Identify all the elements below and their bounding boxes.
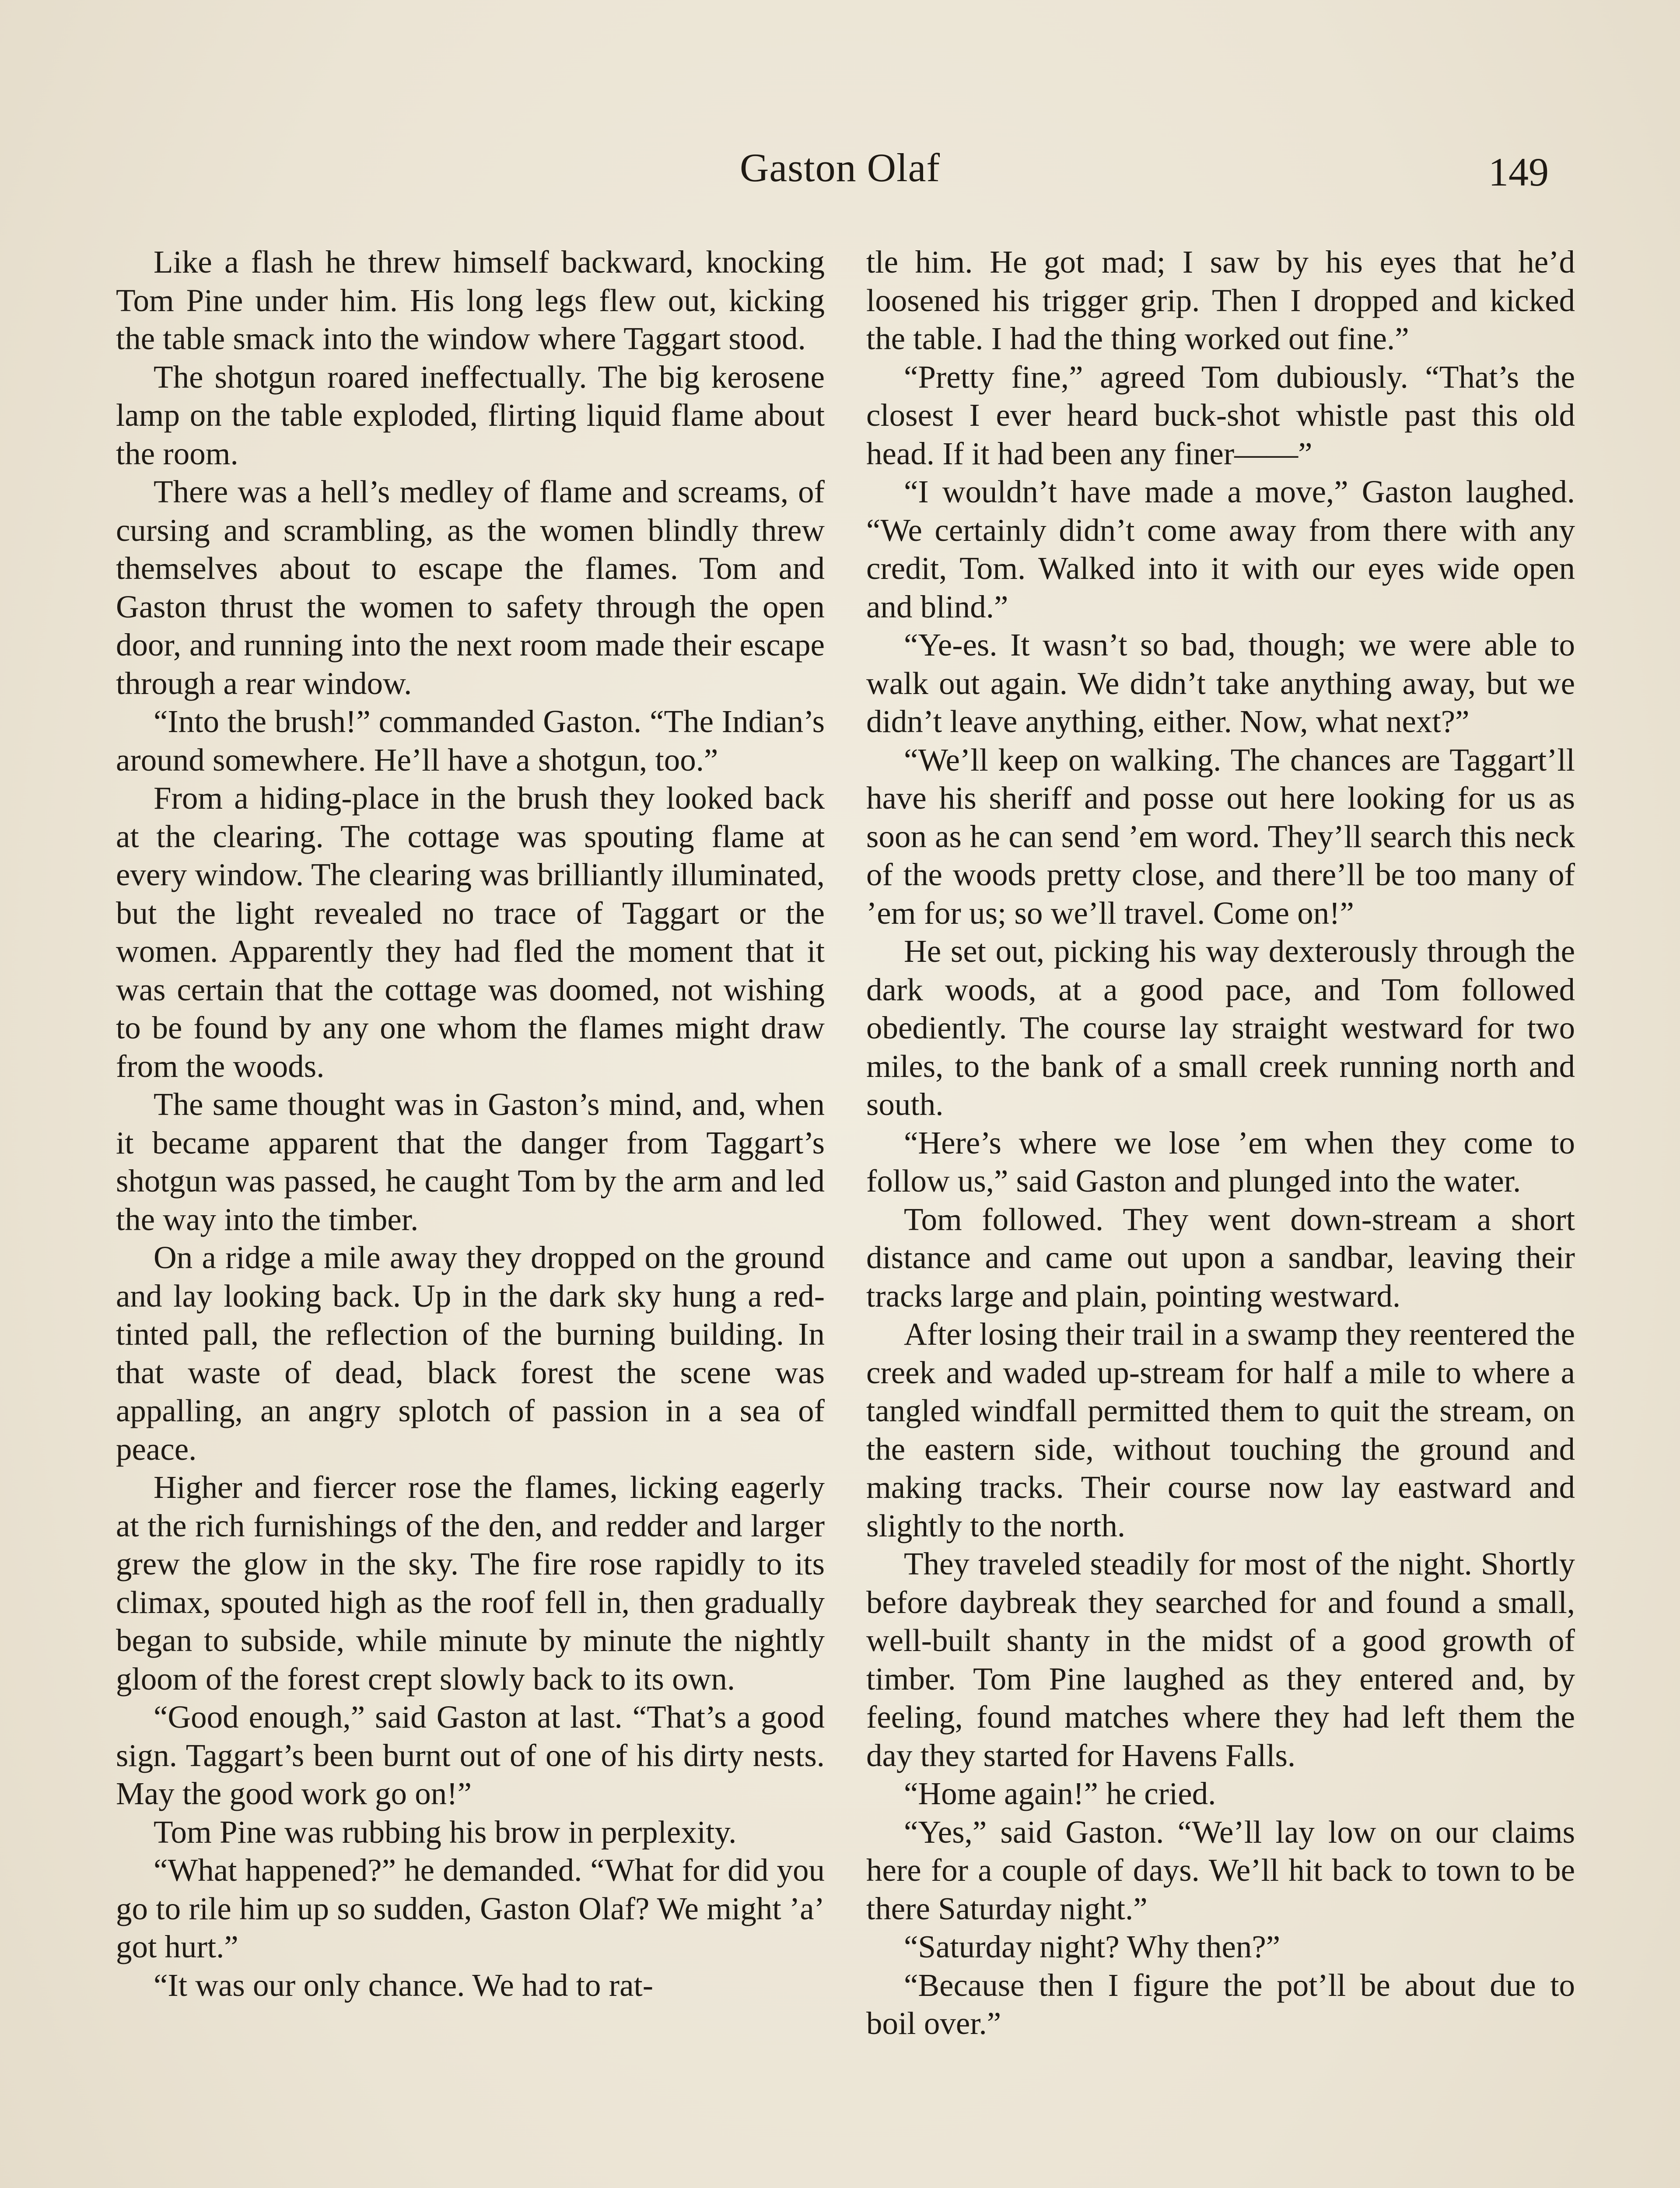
page-number: 149 bbox=[1488, 150, 1549, 194]
paragraph: On a ridge a mile away they dropped on the ground and lay looking back. Up in the dark sky hung a red-tinted pall, the reflection of the burning building. In that waste of dead, black forest the scene was appalling, an angry splotch of passion in a sea of peace. bbox=[116, 1240, 825, 1467]
paragraph: “Saturday night? Why then?” bbox=[904, 1929, 1281, 1964]
left-column bbox=[116, 243, 825, 2004]
paragraph: Tom followed. They went down-stream a short distance and came out upon a sandbar, leaving their tracks large and plain, pointing westward. bbox=[866, 1201, 1575, 1314]
paragraph: “Ye-es. It wasn’t so bad, though; we were able to walk out again. We didn’t take anything away, but we didn’t leave anything, either. Now, what next?” bbox=[866, 627, 1575, 739]
running-head-title: Gaston Olaf bbox=[739, 145, 941, 190]
paragraph: “We’ll keep on walking. The chances are Taggart’ll have his sheriff and posse out here looking for us as soon as he can send ’em word. They’ll search this neck of the woods pretty close, and there’ll be too many of ’em for us; so we’ll travel. Come on!” bbox=[866, 742, 1575, 931]
paragraph: Higher and fiercer rose the flames, licking eagerly at the rich furnishings of the den, and redder and larger grew the glow in the sky. The fire rose rapidly to its climax, spouted high as the roof fell in, then gradually began to subside, while minute by minute the nightly gloom of the forest crept slowly back to its own. bbox=[116, 1469, 825, 1697]
paragraph: “It was our only chance. We had to rat- bbox=[154, 1967, 654, 2003]
paragraph: “I wouldn’t have made a move,” Gaston laughed. “We certainly didn’t come away from there with any credit, Tom. Walked into it with our eyes wide open and blind.” bbox=[866, 474, 1575, 624]
paragraph: After losing their trail in a swamp they reentered the creek and waded up-stream for half a mile to where a tangled windfall permitted them to quit the stream, on the eastern side, without touching the ground and making tracks. Their course now lay eastward and slightly to the north. bbox=[866, 1316, 1575, 1543]
paragraph: “Good enough,” said Gaston at last. “That’s a good sign. Taggart’s been burnt out of one of his dirty nests. May the good work go on!” bbox=[116, 1699, 825, 1811]
paragraph: “Here’s where we lose ’em when they come to follow us,” said Gaston and plunged into the water. bbox=[866, 1125, 1575, 1199]
paragraph: From a hiding-place in the brush they looked back at the clearing. The cottage was spouting flame at every window. The clearing was brilliantly illuminated, but the light revealed no trace of Taggart or the women. Apparently they had fled the moment that it was certain that the cottage was doomed, not wishing to be found by any one whom the flames might draw from the woods. bbox=[116, 780, 825, 1084]
paragraph: “Into the brush!” commanded Gaston. “The Indian’s around somewhere. He’ll have a shotgun, too.” bbox=[116, 704, 825, 778]
paragraph: “Yes,” said Gaston. “We’ll lay low on our claims here for a couple of days. We’ll hit back to town to be there Saturday night.” bbox=[866, 1814, 1575, 1926]
paragraph: Like a flash he threw himself backward, knocking Tom Pine under him. His long legs flew out, kicking the table smack into the window where Taggart stood. bbox=[116, 244, 825, 356]
paragraph: “What happened?” he demanded. “What for did you go to rile him up so sudden, Gaston Olaf? We might ’a’ got hurt.” bbox=[116, 1852, 825, 1964]
paragraph: “Home again!” he cried. bbox=[904, 1776, 1216, 1811]
paragraph: “Because then I figure the pot’ll be about due to boil over.” bbox=[866, 1967, 1575, 2041]
paragraph: Tom Pine was rubbing his brow in perplexity. bbox=[154, 1814, 737, 1850]
paragraph: The same thought was in Gaston’s mind, and, when it became apparent that the danger from Taggart’s shotgun was passed, he caught Tom by the arm and led the way into the timber. bbox=[116, 1087, 825, 1237]
paragraph: They traveled steadily for most of the night. Shortly before daybreak they searched for and found a small, well-built shanty in the midst of a good growth of timber. Tom Pine laughed as they entered and, by feeling, found matches where they had left them the day they started for Havens Falls. bbox=[866, 1546, 1575, 1773]
paragraph: The shotgun roared ineffectually. The big kerosene lamp on the table exploded, flirting liquid flame about the room. bbox=[116, 359, 825, 471]
paragraph: There was a hell’s medley of flame and screams, of cursing and scrambling, as the women blindly threw themselves about to escape the flames. Tom and Gaston thrust the women to safety through the open door, and running into the next room made their escape through a rear window. bbox=[116, 474, 825, 701]
paragraph: He set out, picking his way dexterously through the dark woods, at a good pace, and Tom followed obediently. The course lay straight westward for two miles, to the bank of a small creek running north and south. bbox=[866, 933, 1575, 1122]
paragraph: “Pretty fine,” agreed Tom dubiously. “That’s the closest I ever heard buck-shot whistle past this old head. If it had been any finer——” bbox=[866, 359, 1575, 471]
continued-paragraph: tle him. He got mad; I saw by his eyes that he’d loosened his trigger grip. Then I dropped and kicked the table. I had the thing worked out fine.” bbox=[866, 244, 1575, 356]
right-column bbox=[866, 243, 1575, 2043]
